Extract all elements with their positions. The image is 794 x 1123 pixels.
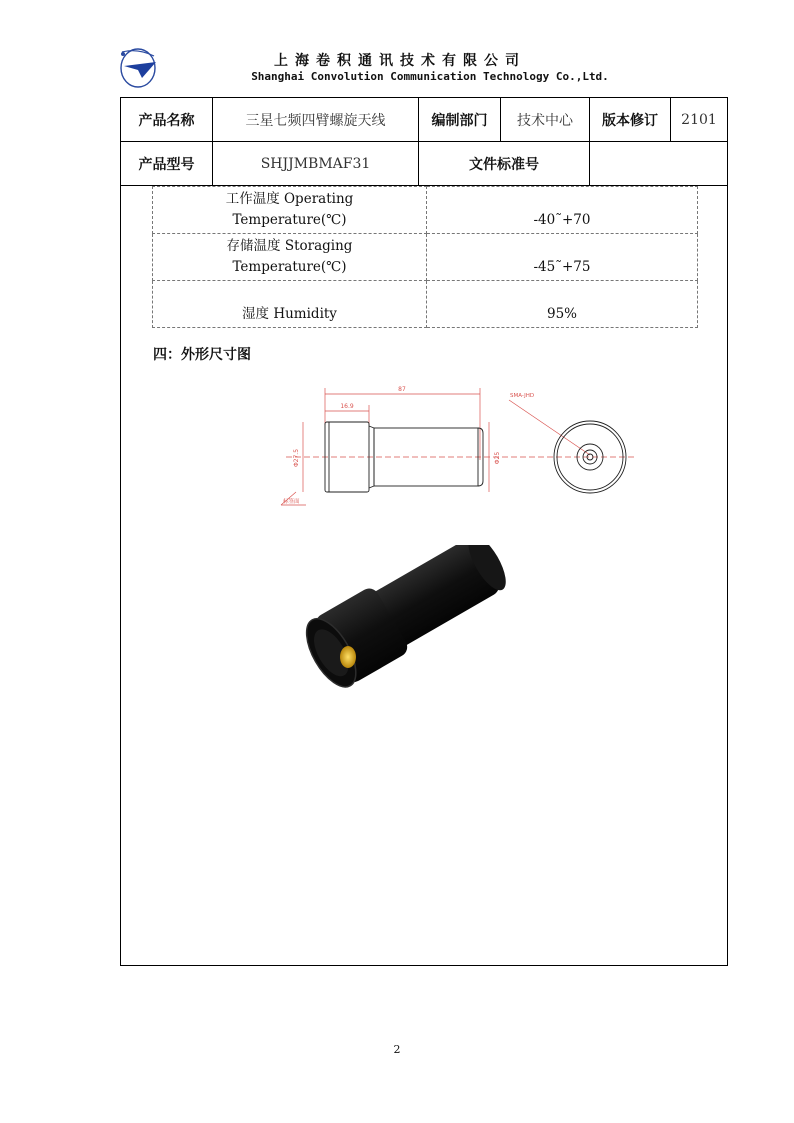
section-title: 四：外形尺寸图 (153, 347, 251, 363)
spec-value: -40˜+70 (427, 187, 698, 234)
callout-label: 标签面 (283, 499, 300, 505)
product-name-label: 产品名称 (121, 98, 213, 142)
model-label: 产品型号 (121, 142, 213, 186)
spec-name-line2: Temperature(℃) (232, 259, 347, 275)
connector-pin (340, 646, 356, 668)
spec-value: -45˜+75 (427, 234, 698, 281)
spec-name-line2: 湿度 Humidity (242, 306, 337, 322)
spec-name-cell (153, 281, 427, 328)
docno-label: 文件标准号 (419, 142, 590, 186)
spec-name-line1: 工作温度 Operating (225, 191, 354, 207)
page-number: 2 (393, 1043, 401, 1056)
connector-label: SMA-JHD (510, 393, 535, 399)
product-photo (256, 545, 642, 730)
table-row (153, 187, 698, 234)
spec-table (152, 186, 698, 328)
spec-name-cell (153, 234, 427, 281)
spec-name-cell (153, 187, 427, 234)
company-name-en: Shanghai Convolution Communication Technology Co.,Ltd. (251, 70, 609, 83)
dim-dia-large-label: Φ27.5 (293, 448, 300, 468)
version-label: 版本修订 (590, 98, 671, 142)
dimension-drawing (256, 370, 642, 535)
dept-value: 技术中心 (501, 98, 590, 142)
docno-value (590, 142, 728, 186)
model-value: SHJJMBMAF31 (213, 142, 419, 186)
info-table (120, 97, 728, 186)
dim-length-label: 87 (398, 386, 406, 393)
dim-step-label: 16.9 (340, 403, 354, 410)
company-name-cn: 上海卷积通讯技术有限公司 (274, 53, 526, 69)
spec-name-line2: Temperature(℃) (232, 212, 347, 228)
version-value: 2101 (671, 98, 728, 142)
dim-dia-small-label: Φ25 (494, 451, 501, 465)
spec-value: 95% (427, 281, 698, 328)
table-row (153, 281, 698, 328)
product-name-value: 三星七频四臂螺旋天线 (213, 98, 419, 142)
dept-label: 编制部门 (419, 98, 501, 142)
spec-name-line1: 存储温度 Storaging (226, 238, 353, 254)
table-row (153, 234, 698, 281)
